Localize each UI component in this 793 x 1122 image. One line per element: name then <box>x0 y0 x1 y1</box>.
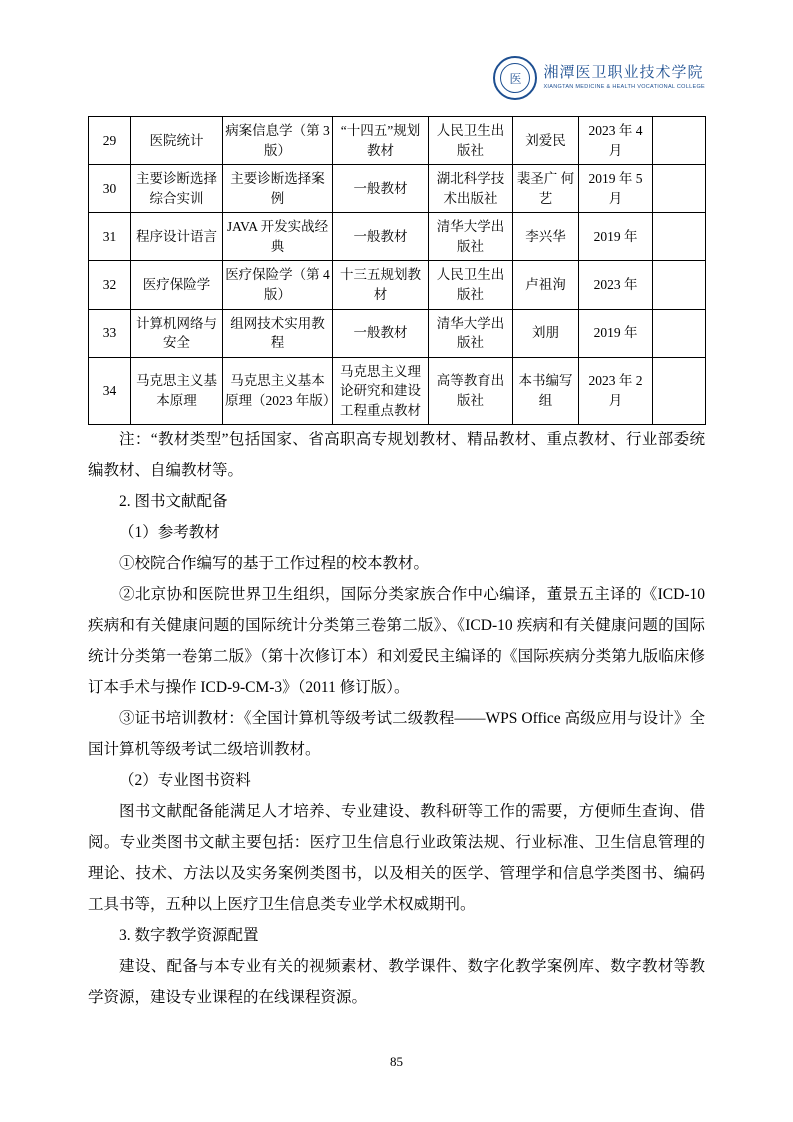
cell-type: 一般教材 <box>333 309 429 357</box>
subheading-professional-books: （2）专业图书资料 <box>119 772 251 789</box>
cell-publisher: 人民卫生出版社 <box>429 117 513 165</box>
cell-remark <box>653 261 706 309</box>
cell-publisher: 湖北科学技术出版社 <box>429 165 513 213</box>
college-emblem-icon <box>493 56 537 100</box>
table-row <box>89 309 706 357</box>
cell-remark <box>653 357 706 425</box>
page-number: 85 <box>390 1054 403 1069</box>
paragraph-digital-resources: 建设、配备与本专业有关的视频素材、教学课件、数字化教学案例库、数字教材等教学资源，建设专业课程的在线课程资源。 <box>88 958 705 1006</box>
cell-book: 马克思主义基本原理（2023 年版） <box>223 357 333 425</box>
body-content <box>88 424 705 1013</box>
cell-remark <box>653 117 706 165</box>
cell-publisher: 清华大学出版社 <box>429 213 513 261</box>
cell-no: 34 <box>89 357 131 425</box>
cell-course: 程序设计语言 <box>131 213 223 261</box>
cell-author: 本书编写组 <box>513 357 579 425</box>
cell-author: 裴圣广 何艺 <box>513 165 579 213</box>
emblem-inner-text: 医 <box>500 63 530 93</box>
cell-author: 李兴华 <box>513 213 579 261</box>
college-logo <box>485 52 705 104</box>
cell-author: 刘朋 <box>513 309 579 357</box>
list-item-2: ②北京协和医院世界卫生组织，国际分类家族合作中心编译，董景五主译的《ICD-10 疾病和有关健康问题的国际统计分类第三卷第二版》、《ICD-10 疾病和有关健康问题的国际统计分类第一卷第二版》（第十次修订本）和刘爱民主编译的《国际疾病分类第九版临床修订本手术与操作 ICD-9-CM-3》（2011 修订版）。 <box>88 586 705 696</box>
table-note: 注：“教材类型”包括国家、省高职高专规划教材、精品教材、重点教材、行业部委统编教材、自编教材等。 <box>88 431 705 479</box>
logo-text-block <box>543 65 705 91</box>
cell-no: 32 <box>89 261 131 309</box>
cell-course: 主要诊断选择综合实训 <box>131 165 223 213</box>
cell-type: 一般教材 <box>333 165 429 213</box>
logo-name-en: XIANGTAN MEDICINE & HEALTH VOCATIONAL COLLEGE <box>543 84 705 91</box>
cell-book: 组网技术实用教程 <box>223 309 333 357</box>
cell-no: 30 <box>89 165 131 213</box>
cell-author: 卢祖洵 <box>513 261 579 309</box>
cell-date: 2019 年 <box>579 309 653 357</box>
cell-type: “十四五”规划教材 <box>333 117 429 165</box>
cell-course: 医院统计 <box>131 117 223 165</box>
textbook-table <box>88 116 706 425</box>
cell-book: JAVA 开发实战经典 <box>223 213 333 261</box>
cell-publisher: 清华大学出版社 <box>429 309 513 357</box>
table-row <box>89 261 706 309</box>
cell-type: 马克思主义理论研究和建设工程重点教材 <box>333 357 429 425</box>
table-row <box>89 213 706 261</box>
table-row <box>89 165 706 213</box>
paragraph-professional-books: 图书文献配备能满足人才培养、专业建设、教科研等工作的需要，方便师生查询、借阅。专业类图书文献主要包括：医疗卫生信息行业政策法规、行业标准、卫生信息管理的理论、技术、方法以及实务案例类图书，以及相关的医学、管理学和信息学类图书、编码工具书等，五种以上医疗卫生信息类专业学术权威期刊。 <box>88 803 705 913</box>
cell-date: 2023 年 <box>579 261 653 309</box>
cell-publisher: 高等教育出版社 <box>429 357 513 425</box>
cell-remark <box>653 213 706 261</box>
heading-books: 2. 图书文献配备 <box>119 493 228 510</box>
cell-no: 31 <box>89 213 131 261</box>
cell-book: 病案信息学（第 3 版） <box>223 117 333 165</box>
heading-digital-resources: 3. 数字教学资源配置 <box>119 927 259 944</box>
cell-type: 十三五规划教材 <box>333 261 429 309</box>
cell-remark <box>653 309 706 357</box>
subheading-reference-materials: （1）参考教材 <box>119 524 220 541</box>
cell-book: 医疗保险学（第 4 版） <box>223 261 333 309</box>
cell-date: 2019 年 5 月 <box>579 165 653 213</box>
cell-no: 33 <box>89 309 131 357</box>
cell-type: 一般教材 <box>333 213 429 261</box>
cell-course: 马克思主义基本原理 <box>131 357 223 425</box>
list-item-3: ③证书培训教材：《全国计算机等级考试二级教程——WPS Office 高级应用与设计》全国计算机等级考试二级培训教材。 <box>88 710 705 758</box>
cell-date: 2023 年 4 月 <box>579 117 653 165</box>
cell-date: 2023 年 2 月 <box>579 357 653 425</box>
cell-date: 2019 年 <box>579 213 653 261</box>
table-row <box>89 117 706 165</box>
cell-book: 主要诊断选择案例 <box>223 165 333 213</box>
table-row <box>89 357 706 425</box>
cell-publisher: 人民卫生出版社 <box>429 261 513 309</box>
cell-author: 刘爱民 <box>513 117 579 165</box>
list-item-1: ①校院合作编写的基于工作过程的校本教材。 <box>119 555 430 572</box>
logo-name-cn: 湘潭医卫职业技术学院 <box>543 65 704 82</box>
cell-no: 29 <box>89 117 131 165</box>
cell-remark <box>653 165 706 213</box>
cell-course: 医疗保险学 <box>131 261 223 309</box>
cell-course: 计算机网络与安全 <box>131 309 223 357</box>
